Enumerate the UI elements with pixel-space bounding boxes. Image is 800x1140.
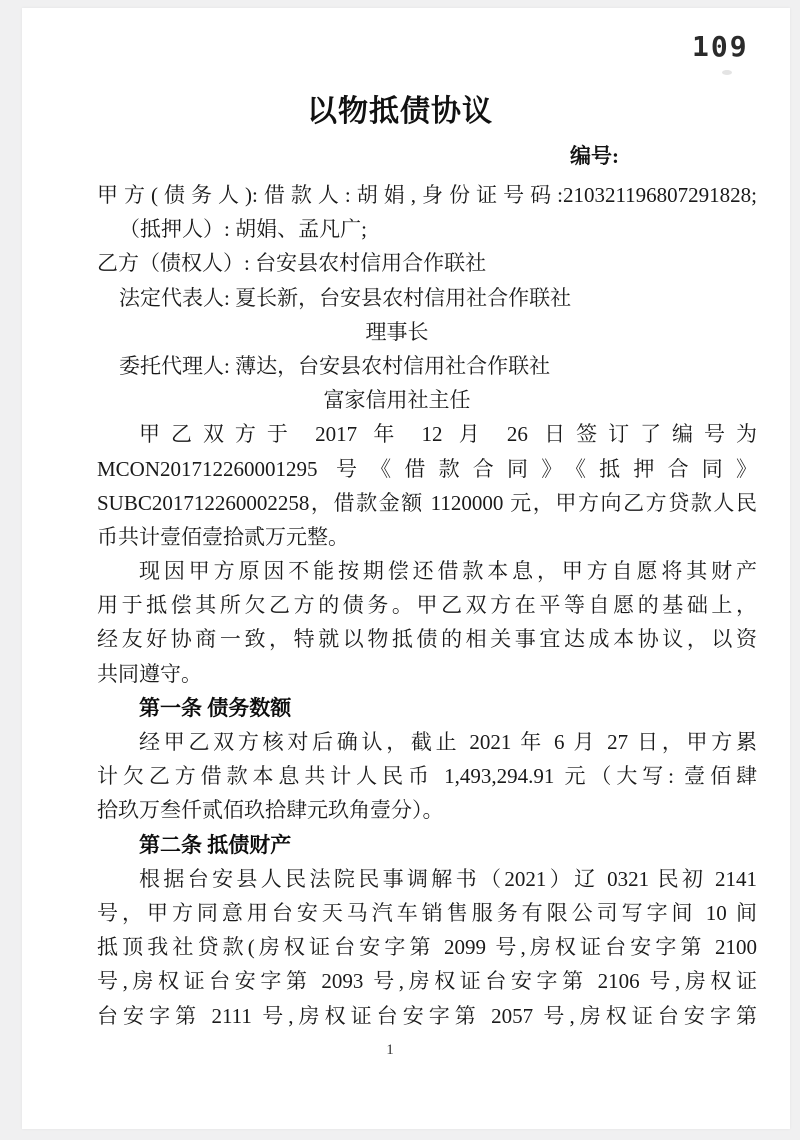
document-line: 抵顶我社贷款(房权证台安字第 2099 号,房权证台安字第 2100	[97, 935, 757, 960]
document-line: 第一条 债务数额	[139, 695, 292, 720]
document-content	[22, 8, 790, 1033]
document-line: 乙方（债权人）: 台安县农村信用合作联社	[97, 251, 487, 276]
archive-page-stamp: 109	[692, 30, 749, 63]
footer-page-number: 1	[386, 1042, 394, 1058]
document-line: 币共计壹佰壹拾贰万元整。	[97, 524, 349, 549]
document-line: 理事长	[365, 319, 429, 344]
document-line: 富家信用社主任	[323, 388, 471, 413]
document-page	[22, 8, 790, 1129]
document-line: 甲乙双方于 2017 年 12 月 26 日签订了编号为	[139, 422, 757, 447]
document-line: 号，甲方同意用台安天马汽车销售服务有限公司写字间 10 间	[97, 900, 757, 925]
document-line: 委托代理人: 薄达，台安县农村信用社合作联社	[119, 353, 551, 378]
document-line: 号,房权证台安字第 2093 号,房权证台安字第 2106 号,房权证	[97, 969, 757, 994]
reference-number-label: 编号:	[570, 144, 619, 168]
document-line: 法定代表人: 夏长新，台安县农村信用社合作联社	[119, 285, 572, 310]
document-line: 第二条 抵债财产	[139, 832, 292, 857]
document-line: 现因甲方原因不能按期偿还借款本息，甲方自愿将其财产	[139, 559, 757, 584]
document-line: 甲方(债务人):借款人:胡娟,身份证号码:210321196807291828;	[97, 183, 757, 207]
document-line: SUBC201712260002258，借款金额 1120000 元，甲方向乙方贷款人民	[97, 490, 757, 515]
document-line: 经甲乙双方核对后确认，截止 2021 年 6 月 27 日，甲方累	[139, 730, 757, 754]
document-line: 计欠乙方借款本息共计人民币 1,493,294.91 元（大写: 壹佰肆	[97, 764, 757, 789]
document-line: （抵押人）: 胡娟、孟凡广;	[119, 217, 367, 242]
document-body	[97, 178, 757, 1033]
document-title: 以物抵债协议	[307, 95, 493, 128]
document-line: 根据台安县人民法院民事调解书（2021）辽 0321 民初 2141	[139, 866, 757, 891]
document-line: MCON201712260001295 号《借款合同》《抵押合同》	[97, 456, 757, 481]
document-line: 用于抵偿其所欠乙方的债务。甲乙双方在平等自愿的基础上，	[97, 593, 757, 618]
document-line: 台安字第 2111 号,房权证台安字第 2057 号,房权证台安字第	[97, 1003, 757, 1028]
document-line: 经友好协商一致，特就以物抵债的相关事宜达成本协议，以资	[97, 627, 757, 652]
document-line: 拾玖万叁仟贰佰玖拾肆元玖角壹分）。	[97, 798, 444, 823]
document-line: 共同遵守。	[97, 661, 202, 686]
